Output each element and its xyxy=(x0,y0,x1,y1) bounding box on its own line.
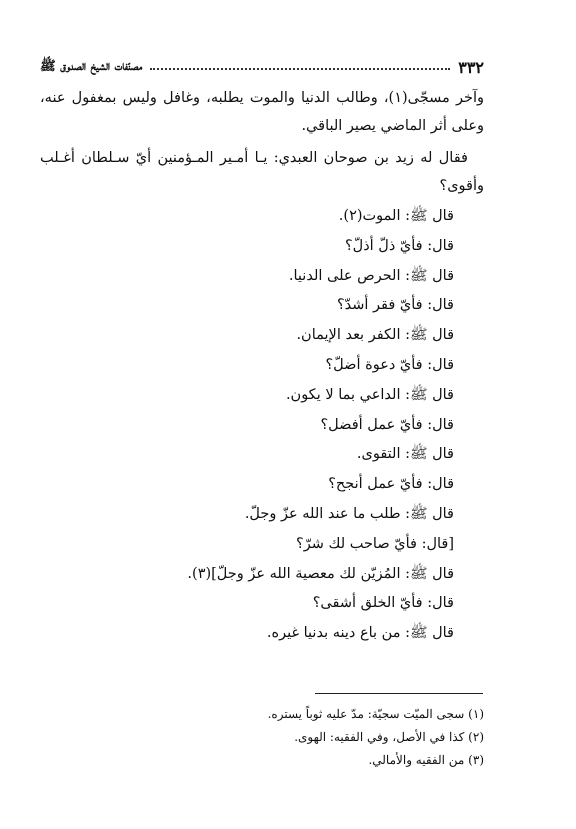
dialogue-line: قال ﷺ: الكفر بعد الإيمان. xyxy=(296,327,454,344)
dialogue-line: قال: فأيّ الخلق أشقى؟ xyxy=(312,595,454,612)
footnote-separator xyxy=(315,693,483,694)
dialogue-line: قال: فأيّ ذلّ أذلّ؟ xyxy=(344,237,454,254)
dialogue-line: قال: فأيّ عمل أفضل؟ xyxy=(320,416,454,433)
header-dotted-leader xyxy=(150,68,450,70)
page-number: ٣٣٢ xyxy=(458,57,484,77)
dialogue-line: قال ﷺ: طلب ما عند الله عزّ وجلّ. xyxy=(244,505,454,522)
dialogue-line: قال ﷺ: من باع دينه بدنيا غيره. xyxy=(266,625,454,642)
running-title: مصنّفات الشيخ الصدوق ﷺ xyxy=(40,58,143,74)
dialogue-list xyxy=(40,202,484,649)
dialogue-line: قال ﷺ: التقوى. xyxy=(356,446,454,463)
dialogue-line: قال: فأيّ دعوة أضلّ؟ xyxy=(325,356,454,373)
footnote: (٣) من الفقيه والأمالي. xyxy=(368,753,484,767)
dialogue-line: [قال: فأيّ صاحب لك شرّ؟ xyxy=(296,535,454,552)
main-text xyxy=(40,84,484,649)
page-header xyxy=(40,54,484,80)
dialogue-line: قال ﷺ: الداعي بما لا يكون. xyxy=(285,386,454,403)
dialogue-line: قال ﷺ: الموت(٢). xyxy=(338,208,454,224)
dialogue-line: قال ﷺ: الحرص على الدنيا. xyxy=(288,267,454,284)
footnote: (١) سجى الميّت سجيّة: مدّ عليه ثوباً يستره. xyxy=(267,707,484,721)
paragraph: فقال له زيد بن صوحان العبدي: يـا أمـير المـؤمنين أيّ سـلطان أغـلب وأقوى؟ xyxy=(40,150,484,194)
dialogue-line: قال ﷺ: المُزيّن لك معصية الله عزّ وجلّ](٣). xyxy=(187,565,454,582)
footnote: (٢) كذا في الأصل، وفي الفقيه: الهوى. xyxy=(294,730,484,744)
dialogue-line: قال: فأيّ عمل أنجح؟ xyxy=(328,476,454,493)
footnotes xyxy=(40,703,484,772)
paragraph: وآخر مسجّى(١)، وطالب الدنيا والموت يطلبه، وغافل وليس بمغفول عنه، وعلى أثر الماضي يصير الباقي. xyxy=(40,90,484,134)
dialogue-line: قال: فأيّ فقر أشدّ؟ xyxy=(336,297,454,314)
